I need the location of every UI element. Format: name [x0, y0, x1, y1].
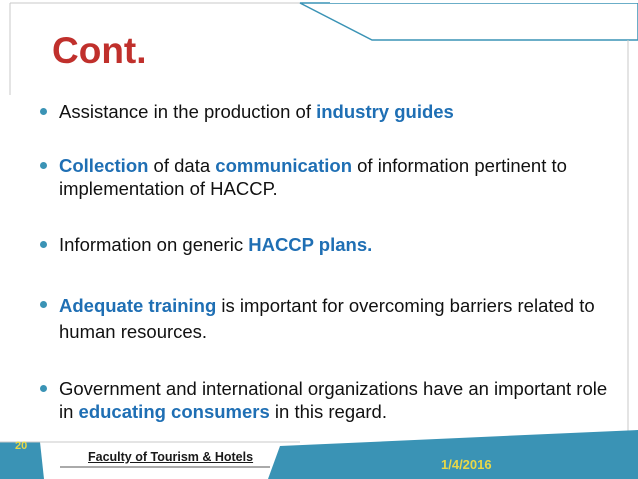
- bullet-dot-icon: [40, 108, 47, 115]
- bullet-highlight: Collection: [59, 155, 149, 176]
- slide-title: Cont.: [52, 30, 147, 71]
- bullet-highlight: communication: [215, 155, 352, 176]
- bullet-run: Information on generic: [59, 234, 249, 255]
- slide-number: 20: [15, 440, 28, 452]
- bullet-highlight: Adequate training: [59, 295, 217, 316]
- footer-faculty: Faculty of Tourism & Hotels: [88, 450, 254, 464]
- bullet-dot-icon: [40, 301, 47, 308]
- bullet-run: is important for overcoming barriers related to human resources.: [59, 295, 595, 342]
- bullet-highlight: HACCP plans.: [248, 234, 373, 255]
- bullet-run: Government and international organizations have an important role in: [59, 378, 608, 422]
- bullet-text: [59, 100, 624, 123]
- bullet-text: [59, 233, 624, 256]
- bullet-run: in this regard.: [269, 401, 387, 422]
- bullet-highlight: industry guides: [316, 101, 454, 122]
- bullet-dot-icon: [40, 385, 47, 392]
- footer-date: 1/4/2016: [441, 457, 492, 472]
- bullet-text: [59, 293, 624, 345]
- bullet-highlight: educating consumers: [78, 401, 270, 422]
- bullet-text: [59, 377, 624, 423]
- bullet-run: of data: [148, 155, 216, 176]
- bullet-run: of information pertinent to implementation of HACCP.: [59, 155, 567, 199]
- bullet-dot-icon: [40, 162, 47, 169]
- bullet-dot-icon: [40, 241, 47, 248]
- bullet-text: [59, 154, 624, 200]
- bullet-run: Assistance in the production of: [59, 101, 317, 122]
